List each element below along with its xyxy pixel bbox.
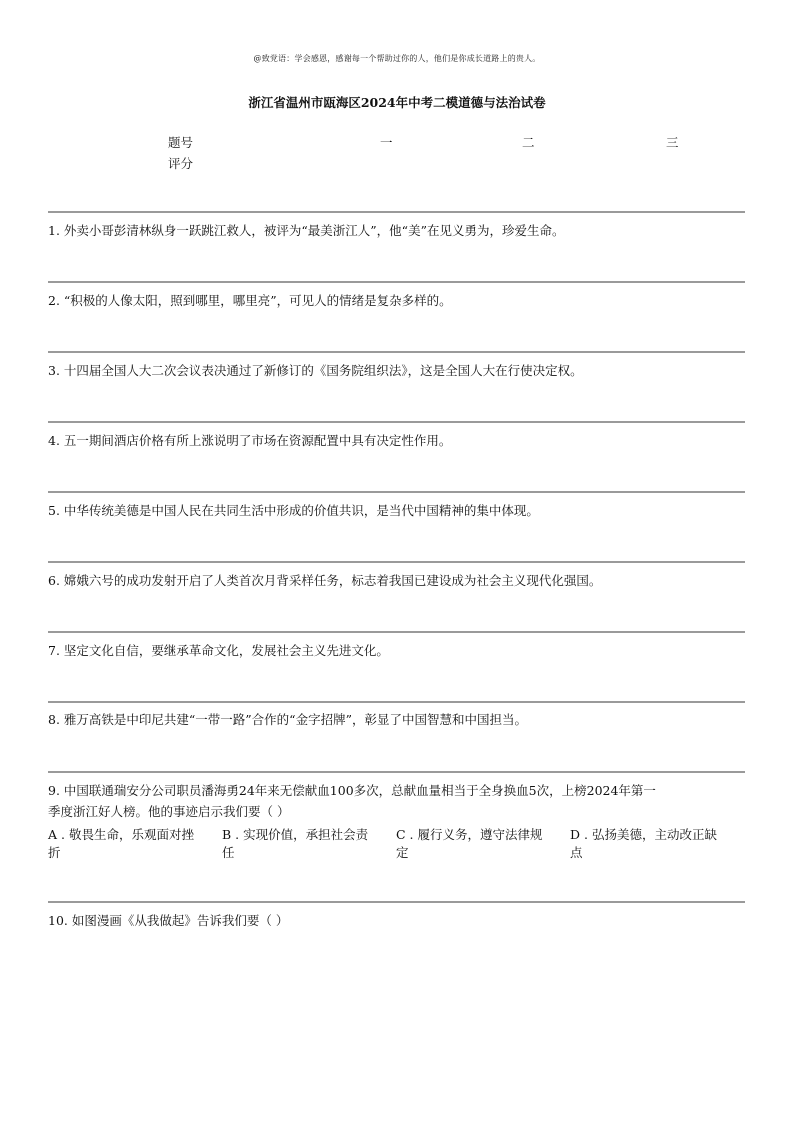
divider (48, 211, 745, 213)
page-title: 浙江省温州市瓯海区2024年中考二模道德与法治试卷 (248, 95, 546, 110)
question-4: 4. 五一期间酒店价格有所上涨说明了市场在资源配置中具有决定性作用。 (48, 433, 452, 448)
question-5: 5. 中华传统美德是中国人民在共同生活中形成的价值共识，是当代中国精神的集中体现。 (48, 503, 539, 518)
question-3: 3. 十四届全国人大二次会议表决通过了新修订的《国务院组织法》，这是全国人大在行使决定权。 (48, 363, 583, 378)
option-b-text-cont: 任 (222, 845, 235, 860)
divider (48, 421, 745, 423)
divider (48, 561, 745, 563)
option-b-text: B . 实现价值，承担社会责 (222, 827, 369, 842)
option-c-text-cont: 定 (396, 845, 409, 860)
option-a[interactable] (48, 826, 222, 862)
option-c-text: C . 履行义务，遵守法律规 (396, 827, 543, 842)
question-9-line-1: 9. 中国联通瑞安分公司职员潘海勇24年来无偿献血100多次，总献血量相当于全身换血5次，上榜2024年第一 (48, 783, 656, 798)
score-col-2: 二 (522, 135, 535, 150)
score-col-1: 一 (380, 135, 393, 150)
score-table (168, 133, 728, 175)
divider (48, 281, 745, 283)
option-d-text: D . 弘扬美德，主动改正缺 (570, 827, 717, 842)
question-8: 8. 雅万高铁是中印尼共建“一带一路”合作的“金字招牌”，彰显了中国智慧和中国担当。 (48, 712, 527, 727)
score-col-3: 三 (666, 135, 679, 150)
score-row-score (168, 154, 728, 175)
question-7: 7. 坚定文化自信，要继承革命文化，发展社会主义先进文化。 (48, 643, 389, 658)
question-9-line-2: 季度浙江好人榜。他的事迹启示我们要（ ） (48, 804, 290, 819)
divider (48, 631, 745, 633)
question-1: 1. 外卖小哥彭清林纵身一跃跳江救人，被评为“最美浙江人”，他“美”在见义勇为，珍爱生命。 (48, 223, 565, 238)
divider (48, 701, 745, 703)
question-10: 10. 如图漫画《从我做起》告诉我们要（ ） (48, 913, 289, 928)
question-6: 6. 嫦娥六号的成功发射开启了人类首次月背采样任务，标志着我国已建设成为社会主义现代化强国。 (48, 573, 602, 588)
option-d[interactable] (570, 826, 744, 862)
header-note: @致党语：学会感恩，感谢每一个帮助过你的人，他们是你成长道路上的贵人。 (253, 54, 541, 63)
option-b[interactable] (222, 826, 396, 862)
score-row-number (168, 133, 728, 154)
divider (48, 351, 745, 353)
divider (48, 491, 745, 493)
score-row-label: 题号 (168, 135, 194, 150)
divider (48, 901, 745, 903)
score-row-label: 评分 (168, 156, 194, 171)
option-a-text-cont: 折 (48, 845, 61, 860)
option-c[interactable] (396, 826, 570, 862)
question-2: 2. “积极的人像太阳，照到哪里，哪里亮”，可见人的情绪是复杂多样的。 (48, 293, 452, 308)
option-d-text-cont: 点 (570, 845, 583, 860)
option-a-text: A . 敬畏生命，乐观面对挫 (48, 827, 194, 842)
divider (48, 771, 745, 773)
